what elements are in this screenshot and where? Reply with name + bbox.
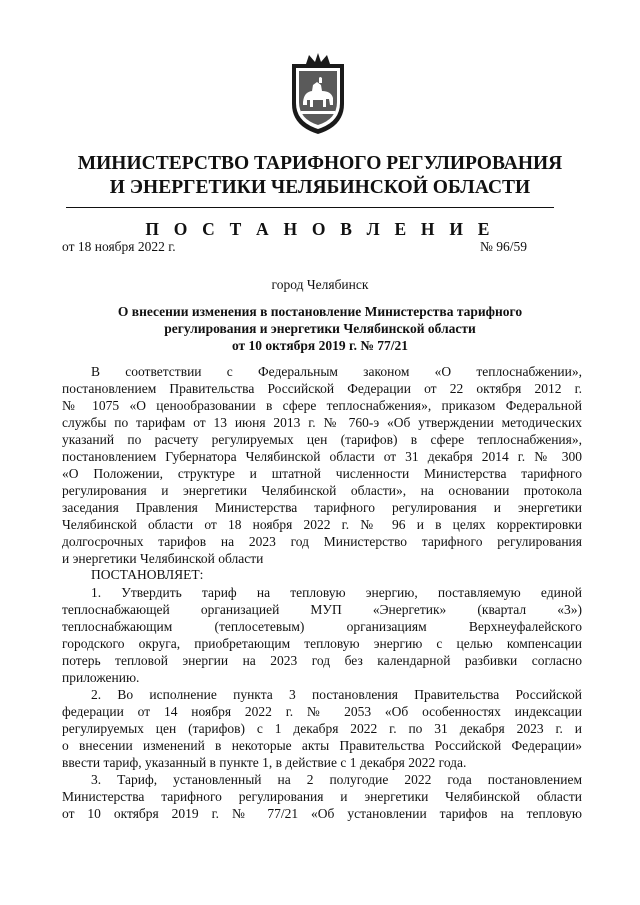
body-line: потерь тепловой энергии на 2023 год без календарной разбивки согласно [62,653,582,668]
body-line: городского округа, приобретающим тепловую энергию с целью компенсации [62,636,582,651]
body-line: заседания Правления Министерства тарифного регулирования и энергетики [62,500,582,515]
document-number: № 96/59 [480,239,528,254]
body-line: постановлением Правительства Российской Федерации от 22 октября 2012 г. [62,381,582,396]
document-date: от 18 ноября 2022 г. [62,239,176,254]
body-line: «О Положении, структуре и штатной численности Министерства тарифного [62,466,582,481]
body-line: Министерства тарифного регулирования и энергетики Челябинской области [62,789,582,804]
body-line: и энергетики Челябинской области [62,551,264,566]
body-line: теплоснабжающей организацией МУП «Энергетик» (квартал «3») [62,602,582,617]
body-line: 3. Тариф, установленный на 2 полугодие 2022 года постановлением [91,772,582,787]
document-subject [40,303,600,354]
subject-line: О внесении изменения в постановление Министерства тарифного [117,304,523,319]
ministry-title-line-2: И ЭНЕРГЕТИКИ ЧЕЛЯБИНСКОЙ ОБЛАСТИ [109,177,531,198]
body-line: 1. Утвердить тариф на тепловую энергию, поставляемую единой [91,585,582,600]
resolves-label: ПОСТАНОВЛЯЕТ: [91,567,204,582]
ministry-title [40,152,600,200]
body-line: теплоснабжающим (теплосетевым) организациям Верхнеуфалейского [62,619,582,634]
subject-line: регулирования и энергетики Челябинской области [164,321,476,336]
document-type: П О С Т А Н О В Л Е Н И Е [145,219,495,239]
body-line: № 1075 «О ценообразовании в сфере теплоснабжения», приказом Федеральной [62,398,582,413]
coat-of-arms-icon [282,52,354,136]
body-line: Челябинской области от 18 ноября 2022 г. № 96 и в целях корректировки [62,517,582,532]
body-line: о внесении изменений в некоторые акты Правительства Российской Федерации» [62,738,582,753]
ministry-title-line-1: МИНИСТЕРСТВО ТАРИФНОГО РЕГУЛИРОВАНИЯ [77,153,563,174]
body-line: указаний по расчету регулируемых цен (тарифов) в сфере теплоснабжения», [62,432,582,447]
body-line: от 10 октября 2019 г. № 77/21 «Об установлении тарифов на тепловую [62,806,582,821]
body-line: постановлением Губернатора Челябинской области от 31 декабря 2014 г. № 300 [62,449,582,464]
body-line: долгосрочных тарифов на 2023 год Министерство тарифного регулирования [62,534,582,549]
body-line: 2. Во исполнение пункта 3 постановления Правительства Российской [91,687,582,702]
body-line: ввести тариф, указанный в пункте 1, в действие с 1 декабря 2022 года. [62,755,467,770]
body-line: приложению. [62,670,140,685]
body-line: федерации от 14 ноября 2022 г. № 2053 «Об особенностях индексации [62,704,582,719]
body-line: В соответствии с Федеральным законом «О теплоснабжении», [91,364,582,379]
document-city: город Челябинск [271,277,369,292]
header-divider [66,207,554,208]
body-line: службы по тарифам от 13 июня 2013 г. № 760-э «Об утверждении методических [62,415,582,430]
body-line: регулирования и энергетики Челябинской области», на основании протокола [62,483,582,498]
subject-line: от 10 октября 2019 г. № 77/21 [231,338,409,353]
body-line: регулируемых цен (тарифов) с 1 декабря 2022 г. по 31 декабря 2023 г. и [62,721,582,736]
